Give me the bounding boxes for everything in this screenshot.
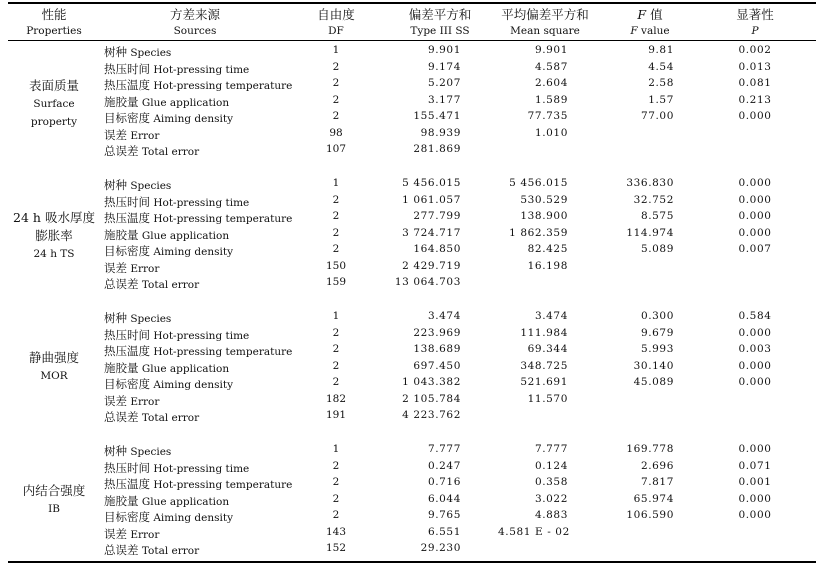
ss-cell: 13 064.703 [394,276,461,288]
ss-cell: 138.689 [413,343,461,355]
p-value-cell: 0.584 [738,310,772,322]
df-cell: 2 [332,226,340,239]
df-cell: 2 [332,110,340,122]
source-cell: 总误差 Total error [104,543,200,557]
header-rule [8,40,816,41]
ss-cell: 6.044 [427,492,461,505]
ms-cell: 530.529 [520,193,568,206]
f-value-cell: 5.993 [640,343,674,355]
ss-cell: 277.799 [413,210,461,222]
df-cell: 2 [332,459,340,472]
table-row [100,94,816,111]
ss-cell: 6.551 [427,525,461,538]
source-cell: 树种 Species [104,311,172,325]
df-cell: 1 [332,177,340,189]
ss-cell: 697.450 [413,359,461,372]
df-cell: 182 [325,392,347,405]
df-cell: 191 [325,409,347,421]
ss-cell: 0.247 [427,459,461,472]
ms-cell: 0.124 [534,459,568,472]
table-row [100,343,816,360]
ms-cell: 5 456.015 [509,177,568,189]
source-cell: 施胶量 Glue application [104,360,230,375]
f-value-cell: 2.58 [648,77,674,89]
df-cell: 2 [332,77,340,89]
ms-cell: 4.587 [534,60,568,73]
p-value-cell: 0.000 [738,210,772,222]
table-row [100,509,816,526]
table-row [100,376,816,393]
top-rule [8,2,816,4]
ss-cell: 3.474 [427,310,461,322]
table-row [100,143,816,160]
table-row [100,443,816,460]
table-row [100,260,816,277]
source-cell: 热压时间 Hot-pressing time [104,61,250,76]
header-ms: 平均偏差平方和 Mean square [501,7,589,37]
ss-cell: 1 061.057 [402,193,461,206]
ss-cell: 2 105.784 [402,392,461,405]
f-value-cell: 77.00 [640,110,674,122]
table-row [100,542,816,559]
df-cell: 2 [332,326,340,339]
source-cell: 热压温度 Hot-pressing temperature [104,477,293,491]
ss-cell: 5 456.015 [402,177,461,189]
source-cell: 施胶量 Glue application [104,94,230,109]
p-value-cell: 0.001 [738,476,772,488]
table-row [100,310,816,327]
f-value-cell: 336.830 [626,177,674,189]
source-cell: 树种 Species [104,444,172,458]
source-cell: 树种 Species [104,178,172,192]
source-cell: 热压时间 Hot-pressing time [104,194,250,209]
table-row [100,276,816,293]
df-cell: 1 [332,443,340,455]
property-label: 24 h 吸水厚度膨胀率 24 h TS [13,210,95,260]
df-cell: 2 [332,343,340,355]
p-value-cell: 0.013 [738,60,772,73]
source-cell: 热压温度 Hot-pressing temperature [104,78,293,92]
p-value-cell: 0.000 [738,177,772,189]
table-row [100,476,816,493]
table-row [100,227,816,244]
header-ss: 偏差平方和 Type III SS [408,7,472,37]
table-row [100,127,816,144]
p-value-cell: 0.000 [738,326,772,339]
table-row [100,177,816,194]
ss-cell: 3 724.717 [402,226,461,239]
df-cell: 2 [332,210,340,222]
p-value-cell: 0.213 [738,93,772,106]
source-cell: 总误差 Total error [104,277,200,291]
header-p: 显著性 P [736,7,774,37]
f-value-cell: 114.974 [626,226,674,239]
f-value-cell: 30.140 [633,359,674,372]
ms-cell: 1 862.359 [509,226,568,239]
table-row [100,493,816,510]
property-label: 静曲强度 MOR [28,350,79,382]
df-cell: 150 [325,259,347,272]
p-value-cell: 0.000 [738,226,772,239]
header-f-value: F 值 F value [630,7,670,37]
p-value-cell: 0.000 [738,443,772,455]
df-cell: 1 [332,44,340,56]
ms-cell: 77.735 [527,110,568,122]
p-value-cell: 0.000 [738,193,772,206]
f-value-cell: 106.590 [626,509,674,521]
source-cell: 误差 Error [104,393,160,408]
df-cell: 2 [332,193,340,206]
source-cell: 热压温度 Hot-pressing temperature [104,344,293,358]
df-cell: 2 [332,376,340,388]
df-cell: 2 [332,243,340,255]
table-row [100,44,816,61]
ss-cell: 281.869 [413,143,461,155]
ss-cell: 155.471 [413,110,461,122]
table-row [100,210,816,227]
table-row [100,77,816,94]
ss-cell: 4 223.762 [402,409,461,421]
f-value-cell: 169.778 [626,443,674,455]
f-value-cell: 9.679 [640,326,674,339]
p-value-cell: 0.003 [738,343,772,355]
p-value-cell: 0.081 [738,77,772,89]
ss-cell: 2 429.719 [402,259,461,272]
header-properties: 性能 Properties [26,7,82,37]
f-value-cell: 2.696 [640,459,674,472]
df-cell: 159 [325,276,347,288]
df-cell: 2 [332,93,340,106]
ms-cell: 4.883 [534,509,568,521]
table-row [100,409,816,426]
ss-cell: 9.174 [427,60,461,73]
p-value-cell: 0.002 [738,44,772,56]
table-row [100,393,816,410]
df-cell: 1 [332,310,340,322]
ss-cell: 164.850 [413,243,461,255]
source-cell: 误差 Error [104,260,160,275]
ss-cell: 0.716 [427,476,461,488]
source-cell: 总误差 Total error [104,410,200,424]
f-value-cell: 65.974 [633,492,674,505]
header-sources: 方差来源 Sources [169,7,220,37]
source-cell: 施胶量 Glue application [104,227,230,242]
property-label: 表面质量 Surface property [28,78,79,128]
table-row [100,360,816,377]
f-value-cell: 0.300 [640,310,674,322]
ss-cell: 98.939 [420,126,461,139]
bottom-rule [8,561,816,563]
ss-cell: 29.230 [420,542,461,554]
ms-cell: 2.604 [534,77,568,89]
ms-cell: 138.900 [520,210,568,222]
f-value-cell: 9.81 [648,44,674,56]
f-value-cell: 7.817 [640,476,674,488]
table-row [100,526,816,543]
table-row [100,460,816,477]
source-cell: 目标密度 Aiming density [104,377,234,391]
ms-cell: 11.570 [527,392,568,405]
f-value-cell: 8.575 [640,210,674,222]
ss-cell: 9.765 [427,509,461,521]
ss-cell: 7.777 [427,443,461,455]
source-cell: 树种 Species [104,45,172,59]
f-value-cell: 32.752 [633,193,674,206]
ms-cell: 0.358 [534,476,568,488]
ms-cell: 1.589 [534,93,568,106]
ms-cell: 16.198 [527,259,568,272]
f-value-cell: 1.57 [648,93,674,106]
df-cell: 2 [332,492,340,505]
ms-cell: 7.777 [534,443,568,455]
f-value-cell: 4.54 [648,60,674,73]
source-cell: 热压时间 Hot-pressing time [104,327,250,342]
ms-cell: 9.901 [534,44,568,56]
source-cell: 误差 Error [104,526,160,541]
source-cell: 热压时间 Hot-pressing time [104,460,250,475]
source-cell: 总误差 Total error [104,144,200,158]
f-value-cell: 5.089 [640,243,674,255]
table-row [100,194,816,211]
table-row [100,243,816,260]
table-row [100,327,816,344]
ss-cell: 5.207 [427,77,461,89]
df-cell: 2 [332,509,340,521]
df-cell: 107 [325,143,347,155]
p-value-cell: 0.000 [738,376,772,388]
table-row [100,110,816,127]
table-row [100,61,816,78]
ms-cell: 111.984 [520,326,568,339]
ss-cell: 3.177 [427,93,461,106]
ms-cell: 348.725 [520,359,568,372]
source-cell: 目标密度 Aiming density [104,111,234,125]
source-cell: 热压温度 Hot-pressing temperature [104,211,293,225]
source-cell: 目标密度 Aiming density [104,510,234,524]
header-df: 自由度 DF [317,7,355,37]
ms-cell: 4.581 E - 02 [498,525,570,538]
ms-cell: 69.344 [527,343,568,355]
p-value-cell: 0.000 [738,509,772,521]
source-cell: 施胶量 Glue application [104,493,230,508]
f-value-cell: 45.089 [633,376,674,388]
ss-cell: 1 043.382 [402,376,461,388]
df-cell: 98 [329,126,343,139]
df-cell: 2 [332,60,340,73]
ms-cell: 3.474 [534,310,568,322]
source-cell: 误差 Error [104,127,160,142]
ms-cell: 1.010 [534,126,568,139]
ss-cell: 9.901 [427,44,461,56]
df-cell: 152 [325,542,347,554]
p-value-cell: 0.071 [738,459,772,472]
ss-cell: 223.969 [413,326,461,339]
p-value-cell: 0.000 [738,359,772,372]
df-cell: 143 [325,525,347,538]
ms-cell: 82.425 [527,243,568,255]
ms-cell: 3.022 [534,492,568,505]
p-value-cell: 0.007 [738,243,772,255]
p-value-cell: 0.000 [738,492,772,505]
df-cell: 2 [332,359,340,372]
p-value-cell: 0.000 [738,110,772,122]
ms-cell: 521.691 [520,376,568,388]
df-cell: 2 [332,476,340,488]
source-cell: 目标密度 Aiming density [104,244,234,258]
property-label: 内结合强度 IB [22,483,86,515]
